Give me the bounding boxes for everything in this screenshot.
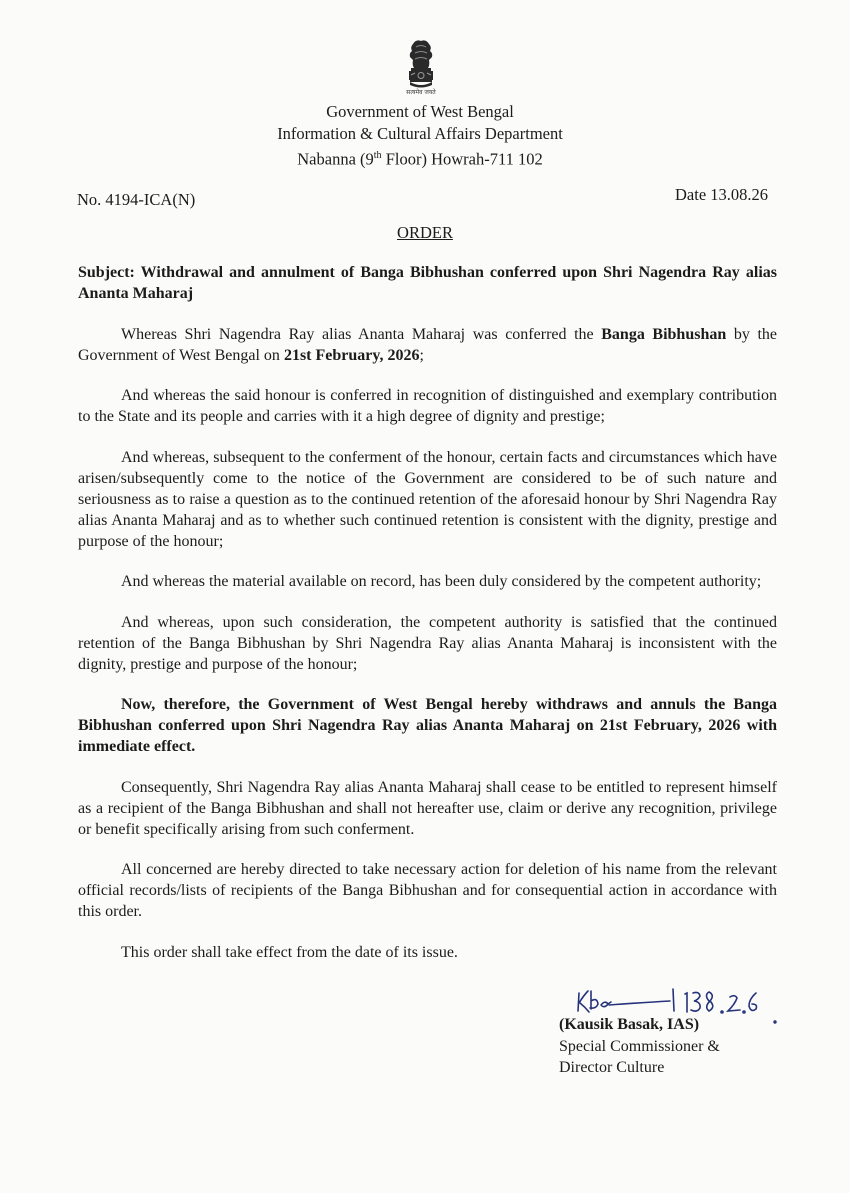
letterhead [250, 101, 590, 171]
order-title: ORDER [397, 223, 453, 242]
paragraph-3: And whereas, subsequent to the conferment of the honour, certain facts and circumstances which have arisen/subsequently come to the notice of the Government are considered to be of such nature and seriousness as to raise a question as to the continued retention of the aforesaid honour by Shri Nagendra Ray alias Ananta Maharaj and as to whether such continued retention is consistent with the dignity, prestige and purpose of the honour; [78, 448, 777, 550]
order-body [78, 262, 777, 982]
paragraph-2: And whereas the said honour is conferred in recognition of distinguished and exemplary contribution to the State and its people and carries with it a high degree of dignity and prestige; [78, 387, 777, 425]
paragraph-operative: Now, therefore, the Government of West Bengal hereby withdraws and annuls the Banga Bibhushan conferred upon Shri Nagendra Ray alias Ananta Maharaj on 21st February, 2026 with immediate effect. [78, 696, 777, 755]
paragraph-1: Whereas Shri Nagendra Ray alias Ananta Maharaj was conferred the Banga Bibhushan by the Government of West Bengal on 21st February, 2026; [78, 325, 778, 364]
paragraph-4: And whereas the material available on record, has been duly considered by the competent authority; [121, 573, 762, 590]
department-address: Nabanna (9th Floor) Howrah-711 102 [297, 149, 543, 169]
signatory-block [559, 1014, 720, 1079]
subject-line: Subject: Withdrawal and annulment of Banga Bibhushan conferred upon Shri Nagendra Ray alias Ananta Maharaj [78, 264, 777, 302]
paragraph-effect: This order shall take effect from the date of its issue. [121, 943, 458, 961]
paragraph-8: All concerned are hereby directed to take necessary action for deletion of his name from the relevant official records/lists of recipients of the Banga Bibhushan and for consequential action in accordance with this order. [78, 861, 777, 920]
department-name: Information & Cultural Affairs Department [277, 124, 563, 143]
emblem-motto: सत्यमेव जयते [406, 89, 436, 96]
paragraph-5: And whereas, upon such consideration, the competent authority is satisfied that the continued retention of the Banga Bibhushan by Shri Nagendra Ray alias Ananta Maharaj is inconsistent with the dignity, prestige and purpose of the honour; [78, 613, 777, 673]
signatory-designation-1: Special Commissioner & [559, 1037, 720, 1055]
government-name: Government of West Bengal [326, 102, 514, 121]
order-date: Date 13.08.26 [675, 185, 769, 204]
reference-number: No. 4194-ICA(N) [77, 190, 196, 209]
signatory-name: (Kausik Basak, IAS) [559, 1016, 700, 1033]
paragraph-7: Consequently, Shri Nagendra Ray alias Ananta Maharaj shall cease to be entitled to represent himself as a recipient of the Banga Bibhushan and shall not hereafter use, claim or derive any recognition, privilege or benefit specifically arising from such conferment. [78, 778, 777, 838]
signatory-designation-2: Director Culture [559, 1059, 665, 1076]
